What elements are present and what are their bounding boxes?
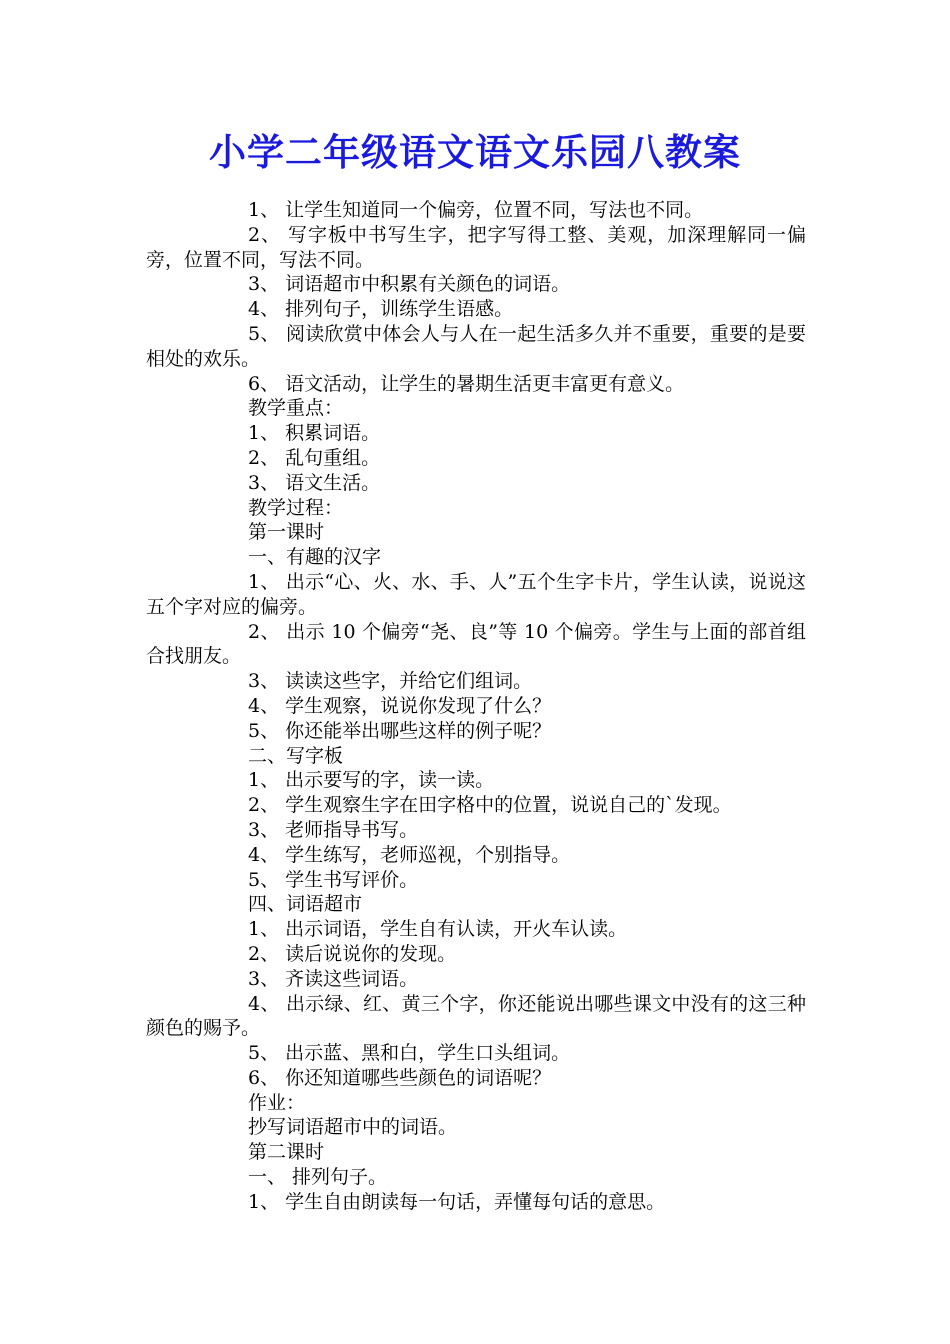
paragraph: 2、 乱句重组。 (248, 446, 381, 469)
paragraph: 1、 出示“心、火、水、手、人”五个生字卡片，学生认读，说说这五个字对应的偏旁。 (146, 570, 806, 618)
document-title: 小学二年级语文语文乐园八教案 (209, 130, 741, 174)
paragraph: 3、 齐读这些词语。 (248, 967, 419, 990)
paragraph: 教学过程： (248, 496, 344, 519)
paragraph: 作业： (248, 1091, 306, 1114)
paragraph: 4、 出示绿、红、黄三个字，你还能说出哪些课文中没有的这三种颜色的赐予。 (146, 992, 806, 1040)
paragraph: 3、 语文生活。 (248, 471, 381, 494)
paragraph: 1、 学生自由朗读每一句话，弄懂每句话的意思。 (248, 1190, 666, 1213)
paragraph: 2、 学生观察生字在田字格中的位置，说说自己的`发现。 (248, 794, 732, 817)
paragraph: 1、 让学生知道同一个偏旁，位置不同，写法也不同。 (248, 199, 704, 221)
paragraph: 一、有趣的汉字 (248, 546, 382, 569)
paragraph: 4、 学生观察，说说你发现了什么？ (248, 694, 552, 717)
paragraph: 1、 积累词语。 (248, 422, 381, 445)
paragraph: 四、词语超市 (248, 893, 363, 916)
paragraph: 3、 读读这些字，并给它们组词。 (248, 670, 533, 693)
paragraph: 6、 语文活动，让学生的暑期生活更丰富更有意义。 (248, 372, 685, 395)
paragraph: 4、 排列句子，训练学生语感。 (248, 298, 514, 321)
paragraph: 抄写词语超市中的词语。 (248, 1116, 458, 1139)
document-body (146, 198, 806, 1215)
paragraph: 3、 词语超市中积累有关颜色的词语。 (248, 273, 571, 296)
paragraph: 5、 你还能举出哪些这样的例子呢？ (248, 719, 552, 742)
paragraph: 2、 读后说说你的发现。 (248, 942, 457, 965)
paragraph: 第二课时 (248, 1141, 325, 1164)
paragraph: 一、 排列句子。 (248, 1166, 388, 1189)
paragraph: 5、 阅读欣赏中体会人与人在一起生活多久并不重要，重要的是要相处的欢乐。 (146, 322, 806, 370)
paragraph: 4、 学生练写，老师巡视，个别指导。 (248, 843, 571, 866)
paragraph: 1、 出示要写的字，读一读。 (248, 769, 495, 792)
paragraph: 3、 老师指导书写。 (248, 818, 419, 841)
paragraph: 2、 写字板中书写生字，把字写得工整、美观，加深理解同一偏旁，位置不同，写法不同。 (146, 223, 806, 271)
paragraph: 6、 你还知道哪些些颜色的词语呢？ (248, 1066, 552, 1089)
paragraph: 5、 出示蓝、黑和白，学生口头组词。 (248, 1042, 571, 1065)
paragraph: 教学重点： (248, 397, 344, 420)
paragraph: 二、写字板 (248, 744, 344, 767)
paragraph: 5、 学生书写评价。 (248, 868, 419, 891)
paragraph: 第一课时 (248, 521, 325, 544)
paragraph: 2、 出示 10 个偏旁“尧、良”等 10 个偏旁。学生与上面的部首组合找朋友。 (146, 620, 806, 668)
paragraph: 1、 出示词语，学生自有认读，开火车认读。 (248, 918, 628, 941)
